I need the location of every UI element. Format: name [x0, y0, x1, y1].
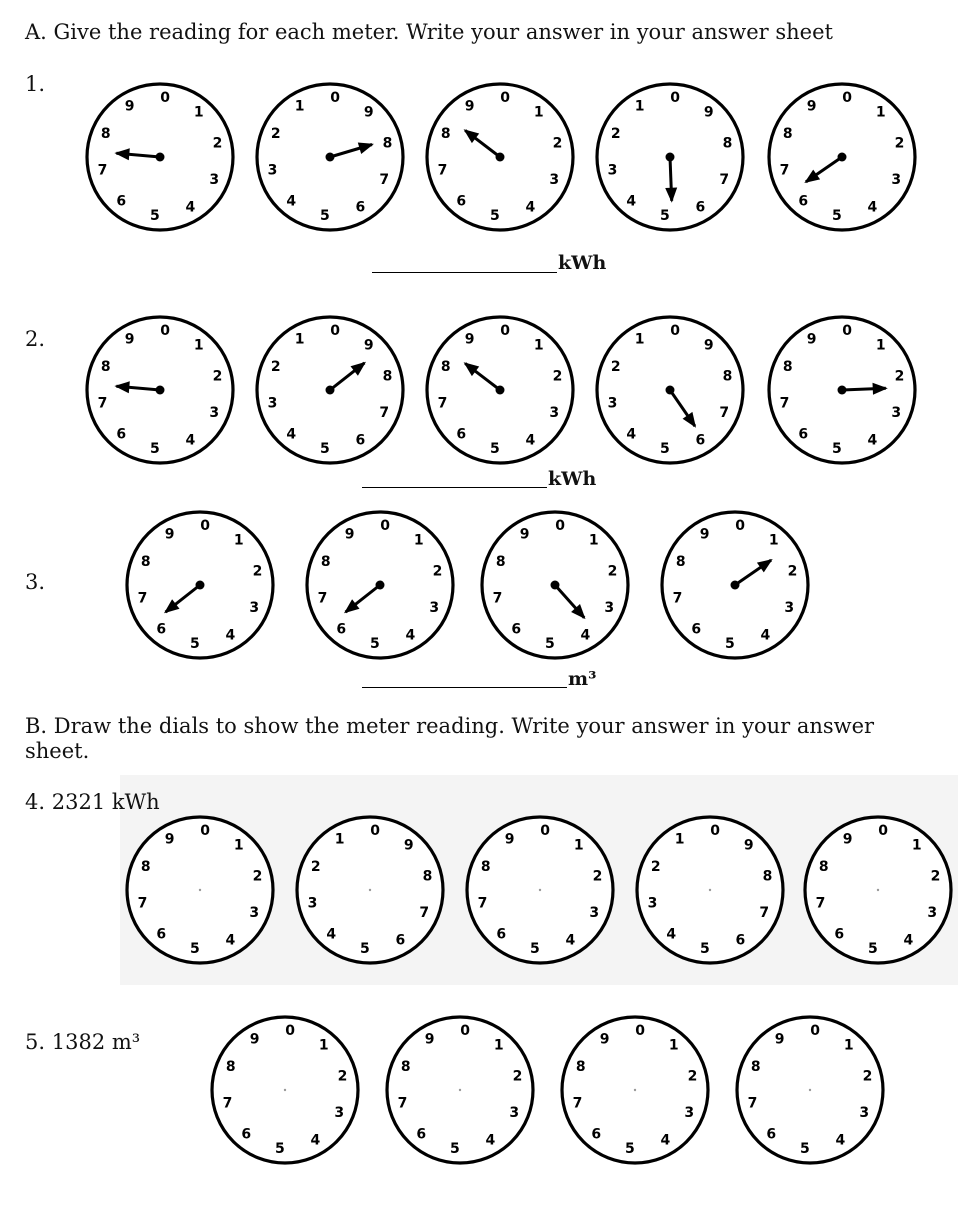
dial-q2-4	[597, 317, 743, 463]
dial-digit: 4	[903, 932, 914, 949]
dial-digit: 6	[116, 426, 127, 443]
dial-digit: 7	[317, 590, 328, 607]
dial-digit: 1	[768, 532, 779, 549]
dial-center-dot	[539, 889, 541, 891]
dial-digit: 7	[437, 162, 448, 179]
dial-digit: 1	[233, 532, 244, 549]
dial-digit: 7	[437, 395, 448, 412]
dial-digit: 6	[355, 199, 366, 216]
dial-digit: 7	[779, 162, 790, 179]
dial-digit: 3	[334, 1105, 345, 1122]
dial-digit: 0	[160, 323, 170, 340]
dial-digit: 9	[164, 526, 175, 543]
dial-digit: 7	[97, 395, 108, 412]
dial-digit: 7	[379, 405, 390, 422]
dial-digit: 2	[512, 1068, 523, 1085]
dial-digit: 2	[337, 1068, 348, 1085]
dial-digit: 2	[894, 135, 905, 152]
dial-digit: 5	[320, 440, 330, 457]
dial-digit: 2	[650, 858, 661, 875]
dial-digit: 1	[674, 831, 685, 848]
dial-digit: 9	[599, 1031, 610, 1048]
dial-digit: 8	[495, 553, 506, 570]
dial-digit: 7	[397, 1095, 408, 1112]
dial-q4-1	[127, 817, 273, 963]
dial-digit: 3	[927, 905, 938, 922]
dial-digit: 5	[660, 207, 670, 224]
dial-digit: 3	[209, 172, 220, 189]
question-4-reading: 2321 kWh	[51, 790, 160, 814]
dial-digit: 5	[800, 1140, 810, 1157]
dial-digit: 7	[222, 1095, 233, 1112]
dial-digit: 8	[140, 553, 151, 570]
dial-digit: 4	[485, 1132, 496, 1149]
dial-pivot	[376, 581, 385, 590]
question-4-number: 4.	[25, 790, 46, 814]
dial-digit: 7	[137, 590, 148, 607]
dial-digit: 8	[422, 868, 433, 885]
dial-digit: 5	[370, 635, 380, 652]
dial-digit: 0	[878, 823, 888, 840]
section-a-title: A. Give the reading for each meter. Write your answer in your answer sheet	[25, 20, 833, 44]
dial-pivot	[496, 386, 505, 395]
dial-digit: 1	[843, 1037, 854, 1054]
dial-digit: 1	[318, 1037, 329, 1054]
dial-digit: 8	[100, 358, 111, 375]
dial-q2-2	[257, 317, 403, 463]
dial-center-dot	[709, 889, 711, 891]
dial-digit: 1	[634, 98, 645, 115]
dial-digit: 6	[116, 193, 127, 210]
dial-digit: 5	[450, 1140, 460, 1157]
dial-digit: 7	[572, 1095, 583, 1112]
dial-digit: 1	[668, 1037, 679, 1054]
dial-digit: 8	[225, 1058, 236, 1075]
dial-pivot	[838, 153, 847, 162]
dial-digit: 3	[549, 405, 560, 422]
dial-digit: 1	[294, 331, 305, 348]
question-2-number: 2.	[25, 327, 46, 351]
dial-digit: 2	[894, 368, 905, 385]
dial-q5-4	[737, 1017, 883, 1163]
dial-digit: 3	[647, 895, 658, 912]
dial-digit: 8	[382, 368, 393, 385]
dial-digit: 1	[875, 337, 886, 354]
dial-digit: 4	[565, 932, 576, 949]
dial-center-dot	[634, 1089, 636, 1091]
dial-digit: 3	[604, 600, 615, 617]
dial-digit: 9	[124, 98, 135, 115]
dial-digit: 3	[249, 600, 260, 617]
dial-digit: 4	[326, 926, 337, 943]
dial-digit: 0	[670, 90, 680, 107]
dial-digit: 0	[370, 823, 380, 840]
dial-digit: 6	[156, 926, 167, 943]
dial-digit: 9	[464, 98, 475, 115]
dial-digit: 1	[588, 532, 599, 549]
dial-digit: 9	[842, 831, 853, 848]
dial-digit: 5	[190, 940, 200, 957]
dial-digit: 3	[891, 172, 902, 189]
dial-digit: 1	[533, 337, 544, 354]
dial-center-dot	[284, 1089, 286, 1091]
dial-digit: 6	[695, 432, 706, 449]
unit-label-2: kWh	[548, 468, 597, 490]
dial-q2-5	[769, 317, 915, 463]
dial-digit: 6	[496, 926, 507, 943]
question-1-number: 1.	[25, 72, 46, 96]
dial-digit: 3	[249, 905, 260, 922]
dial-digit: 4	[666, 926, 677, 943]
dial-digit: 6	[834, 926, 845, 943]
dial-digit: 6	[766, 1126, 777, 1143]
dial-digit: 0	[670, 323, 680, 340]
dial-digit: 6	[511, 621, 522, 638]
dial-digit: 4	[626, 193, 637, 210]
dial-digit: 6	[691, 621, 702, 638]
dial-digit: 3	[891, 405, 902, 422]
dial-digit: 1	[334, 831, 345, 848]
dial-digit: 9	[703, 104, 714, 121]
dial-digit: 2	[610, 358, 621, 375]
dial-digit: 2	[787, 563, 798, 580]
dial-digit: 0	[735, 518, 745, 535]
dial-digit: 0	[200, 823, 210, 840]
dial-digit: 8	[140, 858, 151, 875]
dial-digit: 5	[150, 207, 160, 224]
dial-center-dot	[459, 1089, 461, 1091]
dial-digit: 1	[911, 837, 922, 854]
dial-digit: 5	[545, 635, 555, 652]
dial-digit: 2	[552, 368, 563, 385]
dial-digit: 6	[395, 932, 406, 949]
dial-digit: 3	[784, 600, 795, 617]
unit-label-3: m³	[568, 668, 597, 690]
dial-center-dot	[809, 1089, 811, 1091]
dial-digit: 6	[591, 1126, 602, 1143]
dial-digit: 3	[267, 162, 278, 179]
dial-digit: 3	[607, 395, 618, 412]
dial-digit: 7	[747, 1095, 758, 1112]
dial-digit: 9	[806, 331, 817, 348]
dial-q3-4	[662, 512, 808, 658]
dial-digit: 6	[456, 193, 467, 210]
dial-digit: 9	[424, 1031, 435, 1048]
dial-pivot	[666, 386, 675, 395]
dial-digit: 2	[610, 125, 621, 142]
dial-pivot	[551, 581, 560, 590]
dial-digit: 4	[405, 627, 416, 644]
dial-q4-5	[805, 817, 951, 963]
dial-digit: 6	[798, 426, 809, 443]
dial-digit: 8	[440, 125, 451, 142]
dial-digit: 8	[782, 358, 793, 375]
dial-digit: 8	[480, 858, 491, 875]
dial-digit: 2	[432, 563, 443, 580]
dial-digit: 4	[867, 432, 878, 449]
dial-digit: 1	[875, 104, 886, 121]
dial-q3-3	[482, 512, 628, 658]
dial-q1-3	[427, 84, 573, 230]
dial-pivot	[156, 386, 165, 395]
dial-digit: 5	[360, 940, 370, 957]
dial-digit: 9	[124, 331, 135, 348]
dial-digit: 4	[286, 426, 297, 443]
dial-digit: 9	[249, 1031, 260, 1048]
dial-digit: 9	[774, 1031, 785, 1048]
dial-digit: 9	[504, 831, 515, 848]
dial-pivot	[496, 153, 505, 162]
dial-digit: 7	[672, 590, 683, 607]
dial-digit: 8	[440, 358, 451, 375]
dial-digit: 8	[762, 868, 773, 885]
dial-digit: 6	[336, 621, 347, 638]
dial-center-dot	[369, 889, 371, 891]
dial-digit: 2	[310, 858, 321, 875]
dial-q1-1	[87, 84, 233, 230]
dial-digit: 5	[490, 440, 500, 457]
dial-digit: 6	[156, 621, 167, 638]
dial-digit: 2	[552, 135, 563, 152]
dial-digit: 4	[580, 627, 591, 644]
dial-digit: 7	[815, 895, 826, 912]
dial-digit: 9	[403, 837, 414, 854]
dial-digit: 1	[413, 532, 424, 549]
dial-digit: 9	[699, 526, 710, 543]
dial-digit: 2	[252, 563, 263, 580]
unit-label-1: kWh	[558, 252, 607, 274]
dial-digit: 8	[382, 135, 393, 152]
dial-digit: 2	[607, 563, 618, 580]
dial-digit: 3	[684, 1105, 695, 1122]
dial-digit: 1	[233, 837, 244, 854]
dial-digit: 1	[193, 104, 204, 121]
dial-digit: 2	[592, 868, 603, 885]
dial-q5-1	[212, 1017, 358, 1163]
dial-digit: 8	[722, 135, 733, 152]
dial-digit: 2	[930, 868, 941, 885]
dial-digit: 8	[750, 1058, 761, 1075]
dial-q1-2	[257, 84, 403, 230]
dial-digit: 0	[500, 323, 510, 340]
dial-digit: 8	[575, 1058, 586, 1075]
dial-digit: 7	[719, 172, 730, 189]
dial-q4-2	[297, 817, 443, 963]
dial-digit: 9	[344, 526, 355, 543]
dial-center-dot	[877, 889, 879, 891]
dial-digit: 8	[722, 368, 733, 385]
dial-digit: 0	[540, 823, 550, 840]
dial-q1-5	[769, 84, 915, 230]
dial-pivot	[196, 581, 205, 590]
dial-digit: 0	[500, 90, 510, 107]
dial-digit: 0	[842, 323, 852, 340]
dial-digit: 8	[100, 125, 111, 142]
dial-digit: 0	[330, 323, 340, 340]
dial-digit: 2	[270, 358, 281, 375]
dial-digit: 7	[379, 172, 390, 189]
dial-digit: 7	[137, 895, 148, 912]
dial-digit: 4	[760, 627, 771, 644]
question-5-reading: 1382 m³	[51, 1030, 141, 1054]
section-b-title-line2: sheet.	[25, 739, 90, 763]
dial-q4-4	[637, 817, 783, 963]
dial-digit: 7	[477, 895, 488, 912]
dial-q5-2	[387, 1017, 533, 1163]
dial-digit: 9	[464, 331, 475, 348]
dial-digit: 1	[493, 1037, 504, 1054]
dial-digit: 2	[862, 1068, 873, 1085]
dial-digit: 8	[818, 858, 829, 875]
dial-digit: 5	[275, 1140, 285, 1157]
dial-digit: 2	[252, 868, 263, 885]
dial-digit: 8	[782, 125, 793, 142]
question-5-number: 5.	[25, 1030, 46, 1054]
dial-digit: 3	[859, 1105, 870, 1122]
dial-digit: 4	[185, 199, 196, 216]
dial-digit: 9	[519, 526, 530, 543]
dial-digit: 6	[798, 193, 809, 210]
dial-digit: 0	[380, 518, 390, 535]
dial-digit: 9	[743, 837, 754, 854]
dial-q1-4	[597, 84, 743, 230]
dial-digit: 4	[310, 1132, 321, 1149]
dial-digit: 6	[241, 1126, 252, 1143]
dial-pivot	[326, 386, 335, 395]
dial-digit: 0	[810, 1023, 820, 1040]
dial-digit: 6	[695, 199, 706, 216]
dial-digit: 9	[363, 337, 374, 354]
dial-digit: 9	[164, 831, 175, 848]
dial-digit: 4	[525, 199, 536, 216]
dial-digit: 8	[400, 1058, 411, 1075]
dial-digit: 5	[832, 207, 842, 224]
dial-digit: 2	[212, 368, 223, 385]
dial-digit: 4	[835, 1132, 846, 1149]
dial-digit: 9	[363, 104, 374, 121]
dial-digit: 7	[492, 590, 503, 607]
dial-digit: 3	[429, 600, 440, 617]
dial-digit: 7	[97, 162, 108, 179]
dial-digit: 3	[209, 405, 220, 422]
dial-digit: 0	[460, 1023, 470, 1040]
dial-digit: 0	[200, 518, 210, 535]
dial-digit: 3	[267, 395, 278, 412]
dial-digit: 2	[687, 1068, 698, 1085]
dial-digit: 8	[675, 553, 686, 570]
dial-digit: 7	[779, 395, 790, 412]
dial-center-dot	[199, 889, 201, 891]
dial-pivot	[731, 581, 740, 590]
dial-digit: 0	[710, 823, 720, 840]
dial-digit: 6	[416, 1126, 427, 1143]
dial-q2-3	[427, 317, 573, 463]
dial-q4-3	[467, 817, 613, 963]
dial-digit: 7	[419, 905, 430, 922]
dial-digit: 6	[355, 432, 366, 449]
dial-digit: 3	[589, 905, 600, 922]
dial-digit: 5	[832, 440, 842, 457]
dial-digit: 0	[842, 90, 852, 107]
dial-digit: 4	[660, 1132, 671, 1149]
dial-q2-1	[87, 317, 233, 463]
dial-digit: 5	[320, 207, 330, 224]
dial-digit: 6	[735, 932, 746, 949]
dial-digit: 9	[806, 98, 817, 115]
question-3-number: 3.	[25, 570, 46, 594]
dial-digit: 0	[555, 518, 565, 535]
dial-digit: 0	[635, 1023, 645, 1040]
dial-digit: 5	[868, 940, 878, 957]
dial-pivot	[326, 153, 335, 162]
dial-digit: 3	[549, 172, 560, 189]
dial-pivot	[156, 153, 165, 162]
dial-digit: 4	[286, 193, 297, 210]
dial-digit: 5	[725, 635, 735, 652]
dial-digit: 7	[719, 405, 730, 422]
dial-digit: 3	[509, 1105, 520, 1122]
dial-q3-1	[127, 512, 273, 658]
dial-digit: 9	[703, 337, 714, 354]
dial-digit: 0	[160, 90, 170, 107]
dial-digit: 7	[759, 905, 770, 922]
dial-q3-2	[307, 512, 453, 658]
dial-digit: 3	[307, 895, 318, 912]
dial-digit: 1	[533, 104, 544, 121]
dial-digit: 5	[700, 940, 710, 957]
dial-digit: 2	[212, 135, 223, 152]
section-b-title-line1: B. Draw the dials to show the meter reading. Write your answer in your answer	[25, 714, 875, 738]
dial-digit: 1	[294, 98, 305, 115]
dial-pivot	[838, 386, 847, 395]
dial-q5-3	[562, 1017, 708, 1163]
dial-digit: 8	[320, 553, 331, 570]
dial-digit: 3	[607, 162, 618, 179]
dial-digit: 1	[634, 331, 645, 348]
dial-digit: 4	[867, 199, 878, 216]
dial-digit: 5	[660, 440, 670, 457]
dial-digit: 5	[190, 635, 200, 652]
dial-digit: 1	[573, 837, 584, 854]
dial-digit: 4	[225, 627, 236, 644]
dial-digit: 6	[456, 426, 467, 443]
dial-digit: 5	[150, 440, 160, 457]
dial-digit: 0	[330, 90, 340, 107]
dial-digit: 1	[193, 337, 204, 354]
dial-pivot	[666, 153, 675, 162]
dial-digit: 4	[525, 432, 536, 449]
dial-digit: 4	[185, 432, 196, 449]
dial-digit: 5	[625, 1140, 635, 1157]
dial-digit: 0	[285, 1023, 295, 1040]
dial-digit: 4	[225, 932, 236, 949]
dial-digit: 4	[626, 426, 637, 443]
dial-digit: 5	[530, 940, 540, 957]
dial-digit: 5	[490, 207, 500, 224]
dial-digit: 2	[270, 125, 281, 142]
